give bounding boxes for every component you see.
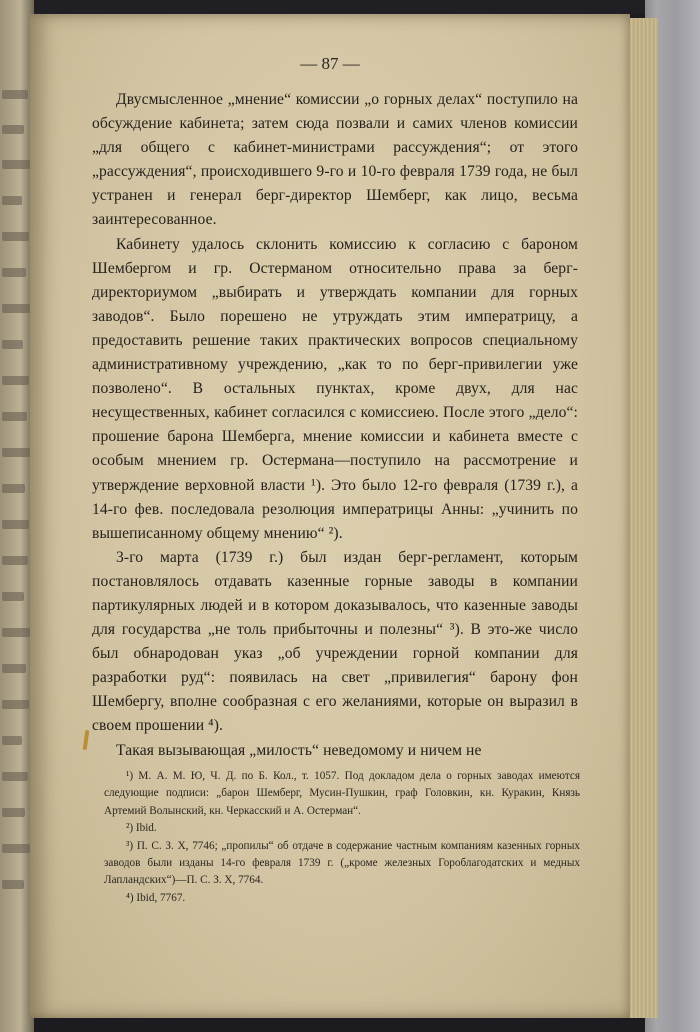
page-number: — 87 —	[300, 54, 360, 73]
main-text	[92, 88, 578, 763]
paragraph: 3-го марта (1739 г.) был издан берг-регламент, которым постановлялось отдавать казенные горные заводы в компании партикулярных людей и в котором доказывалось, что казенные заводы для государства „не толь прибыточны и полезны“ ³). В это-же число был обнародован указ „об учреждении горной компании для разработки руд“: появилась на свет „привилегия“ барону фон Шембергу, вполне сообразная с его желаниями, которые он выразил в своем прошении ⁴).	[92, 548, 578, 735]
previous-page-edge	[0, 0, 34, 1032]
book-cover-top	[0, 0, 700, 14]
footnotes	[104, 768, 580, 907]
paragraph: Кабинету удалось склонить комиссию к согласию с бароном Шембергом и гр. Остерманом относительно права за берг-директориумом „выбирать и утверждать компании для горных заводов“. Было порешено не утруждать этим императрицу, а предоставить решение таких практических вопросов специальному административному учреждению, „как то по берг-привилегии уже позволено“. В остальных пунктах, кроме двух, для нас несущественных, кабинет согласился с комиссиею. После этого „дело“: прошение барона Шемберга, мнение комиссии и кабинета вместе с особым мнением гр. Остермана—поступило на рассмотрение и утверждение верховной власти ¹). Это было 12-го февраля (1739 г.), а 14-го фев. последовала резолюция императрицы Анны: „учинить по вышеписанному общему мнению“ ²).	[92, 235, 578, 542]
footnote: ¹) М. А. М. Ю, Ч. Д. по Б. Кол., т. 1057. Под докладом дела о горных заводах имеются следующие подписи: „барон Шемберг, Мусин-Пушкин, граф Головкин, кн. Куракин, Князь Артемий Волынский, кн. Черкасский и А. Остерман“.	[104, 770, 580, 817]
paragraph: Двусмысленное „мнение“ комиссии „о горных делах“ поступило на обсуждение кабинета; затем сюда позвали и самих членов комиссии „для общего с кабинет-министрами рассуждения“; от этого „рассуждения“, происходившего 9-го и 10-го февраля 1739 года, не был устранен и генерал берг-директор Шемберг, как лицо, весьма заинтересованное.	[92, 91, 578, 229]
footnote: ³) П. С. З. Х, 7746; „пропилы“ об отдаче в содержание частным компаниям казенных горных заводов были изданы 14-го февраля 1739 г. („кроме железных Гороблагодатских и медных Лапландских“)—П. С. З. Х, 7764.	[104, 839, 580, 887]
margin-pencil-mark	[83, 730, 90, 750]
paragraph: Такая вызывающая „милость“ неведомому и ничем не	[116, 741, 482, 759]
footnote: ⁴) Ibid, 7767.	[126, 891, 186, 904]
book-page	[30, 14, 630, 1018]
footnote: ²) Ibid.	[126, 822, 157, 835]
